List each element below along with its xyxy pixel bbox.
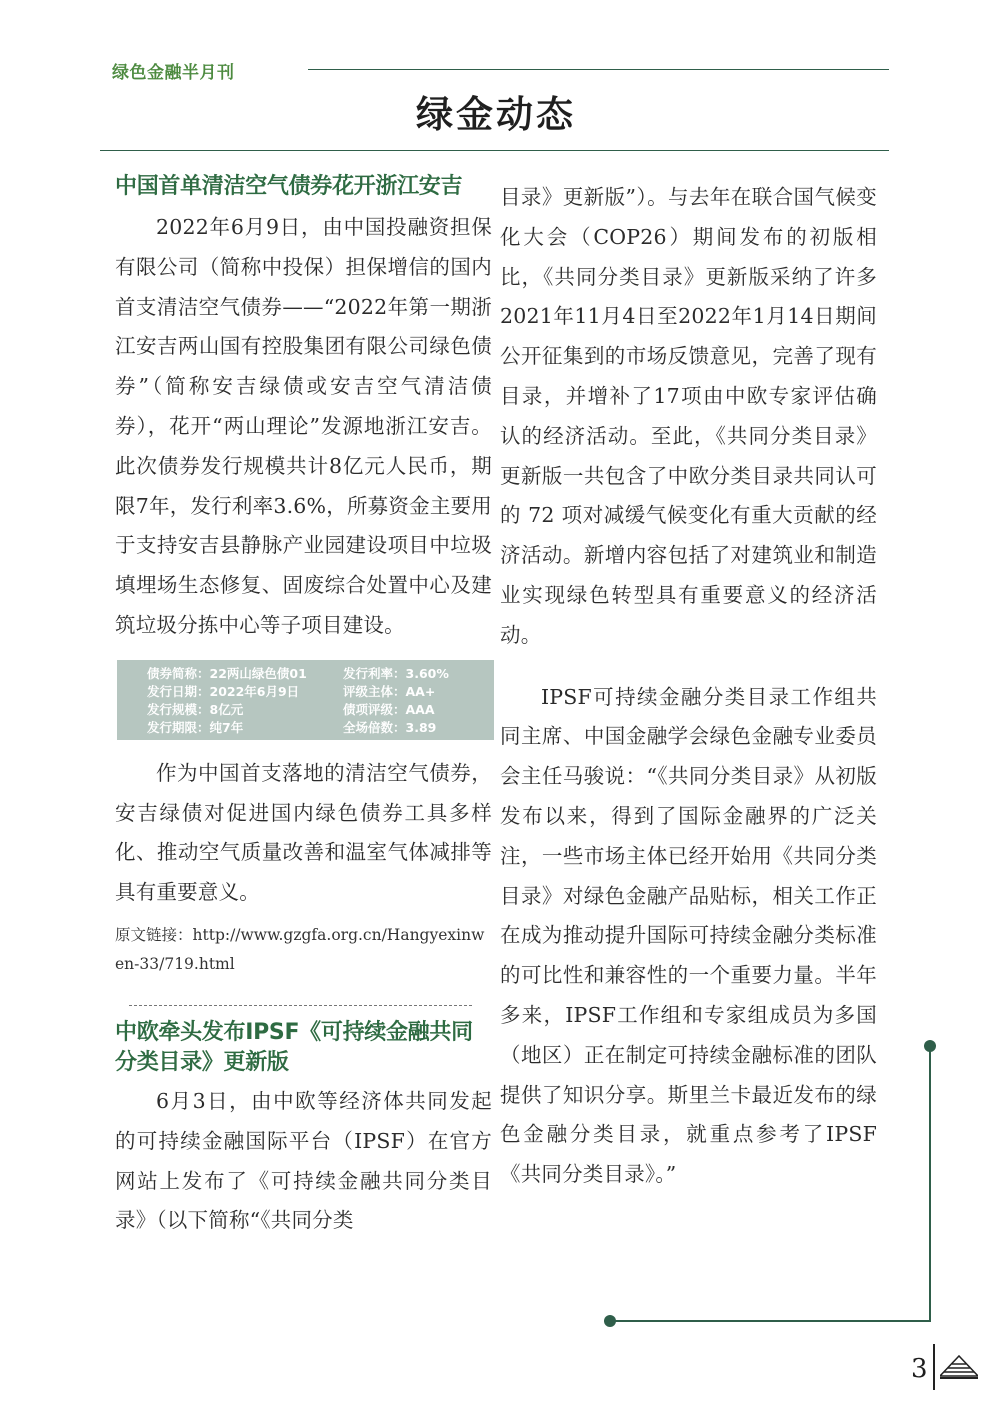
article1-headline: 中国首单清洁空气债券花开浙江安吉	[115, 174, 463, 199]
bond-info-box	[117, 660, 494, 740]
info-row	[147, 683, 494, 701]
page-number: 3	[911, 1354, 928, 1384]
top-rule	[308, 69, 889, 70]
info-right: 债项评级：AAA	[343, 701, 435, 717]
left-column	[115, 172, 492, 1241]
article2-paragraph-1-continued: 目录》更新版”）。与去年在联合国气候变化大会（COP26）期间发布的初版相比，《共同分类目录》更新版采纳了许多2021年11月4日至2022年1月14日期间公开征集到的市场反馈意见，完善了现有目录，并增补了17项由中欧专家评估确认的经济活动。至此，《共同分类目录》更新版一共包含了中欧分类目录共同认可的 72 项对减缓气候变化有重大贡献的经济活动。新增内容包括了对建筑业和制造业实现绿色转型具有重要意义的经济活动。	[500, 185, 877, 647]
info-row	[147, 665, 494, 683]
article2-paragraph-1: 6月3日，由中欧等经济体共同发起的可持续金融国际平台（IPSF）在官方网站上发布了《可持续金融共同分类目录》（以下简称“《共同分类	[115, 1088, 492, 1233]
article1-paragraph-2: 作为中国首支落地的清洁空气债券，安吉绿债对促进国内绿色债券工具多样化、推动空气质量改善和温室气体减排等具有重要意义。	[115, 760, 492, 905]
article2-paragraph-2: IPSF可持续金融分类目录工作组共同主席、中国金融学会绿色金融专业委员会主任马骏说：“《共同分类目录》从初版发布以来，得到了国际金融界的广泛关注，一些市场主体已经开始用《共同分类目录》对绿色金融产品贴标，相关工作正在成为推动提升国际可持续金融分类标准的可比性和兼容性的一个重要力量。半年多来，IPSF工作组和专家组成员为多国（地区）正在制定可持续金融标准的团队提供了知识分享。斯里兰卡最近发布的绿色金融分类目录，就重点参考了IPSF《共同分类目录》。”	[500, 684, 877, 1187]
info-right: 全场倍数：3.89	[343, 719, 437, 735]
masthead: 绿色金融半月刊	[112, 63, 235, 83]
decoration-dot-left	[604, 1315, 616, 1327]
info-left: 债券简称：22两山绿色债01	[147, 665, 307, 681]
source-link[interactable]: 原文链接：http://www.gzgfa.org.cn/Hangyexinwen-33/719.html	[115, 925, 485, 973]
corner-decoration-horizontal	[610, 1320, 931, 1322]
page-number-bar	[933, 1344, 935, 1390]
info-left: 发行日期：2022年6月9日	[147, 683, 300, 699]
right-column	[500, 178, 877, 1195]
decoration-dot-top	[924, 1040, 936, 1052]
section-rule	[100, 150, 889, 151]
article1-paragraph-1: 2022年6月9日，由中国投融资担保有限公司（简称中投保）担保增信的国内首支清洁空气债券——“2022年第一期浙江安吉两山国有控股集团有限公司绿色债券”（简称安吉绿债或安吉空气清洁债券），花开“两山理论”发源地浙江安吉。此次债券发行规模共计8亿元人民币，期限7年，发行利率3.6%，所募资金主要用于支持安吉县静脉产业园建设项目中垃圾填埋场生态修复、固废综合处置中心及建筑垃圾分拣中心等子项目建设。	[115, 215, 492, 637]
article2-headline: 中欧牵头发布IPSF《可持续金融共同分类目录》更新版	[115, 1019, 473, 1075]
article-divider	[129, 1005, 472, 1006]
info-row	[147, 701, 494, 719]
info-right: 发行利率：3.60%	[343, 665, 449, 681]
corner-decoration-vertical	[929, 1046, 931, 1322]
info-left: 发行规模：8亿元	[147, 701, 244, 717]
info-right: 评级主体：AA+	[343, 683, 436, 699]
stairs-arrow-icon	[940, 1350, 978, 1380]
info-row	[147, 719, 494, 737]
info-left: 发行期限：纯7年	[147, 719, 244, 735]
section-title: 绿金动态	[416, 93, 576, 136]
